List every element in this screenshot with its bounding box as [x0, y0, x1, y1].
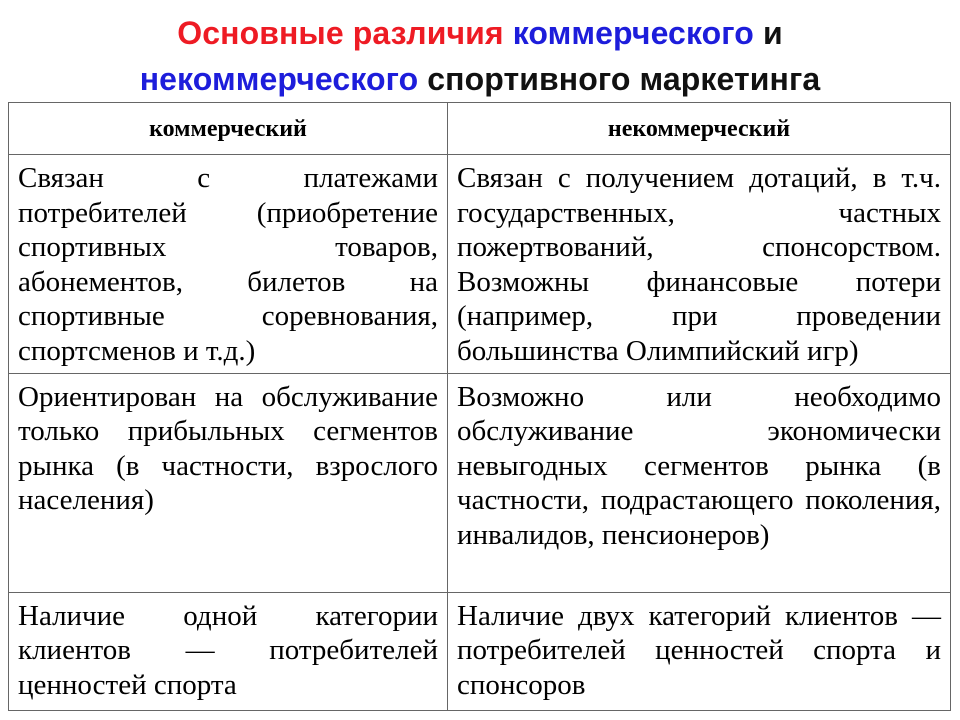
comparison-table	[8, 102, 951, 711]
title-line-1-red: Основные различия	[177, 15, 513, 51]
page-title	[0, 10, 960, 102]
commercial-cell-text: Связан с платежами потребителей (приобретение спортивных товаров, абонементов, билетов на спортивные соревнования, спортсменов и т.д.)	[18, 162, 438, 367]
noncommercial-cell-text: Возможно или необходимо обслуживание экономически невыгодных сегментов рынка (в частности, подрастающего поколения, инвалидов, пенсионеров)	[457, 380, 941, 551]
noncommercial-cell	[448, 373, 951, 592]
title-line-1-black: и	[753, 15, 783, 51]
table-row	[9, 155, 951, 374]
noncommercial-cell-text: Наличие двух категорий клиентов — потребителей ценностей спорта и спонсоров	[457, 599, 941, 701]
title-line-1-blue: коммерческого	[512, 15, 754, 51]
table-row	[9, 592, 951, 710]
title-line-2-blue: некоммерческого	[139, 61, 419, 97]
noncommercial-cell-text: Связан с получением дотаций, в т.ч. государственных, частных пожертвований, спонсорством. Возможны финансовые потери (например, при проведении большинства Олимпийский игр)	[457, 162, 941, 367]
noncommercial-cell	[448, 592, 951, 710]
noncommercial-header: некоммерческий	[448, 103, 951, 155]
table-row	[9, 373, 951, 592]
commercial-cell	[9, 155, 448, 374]
title-line-2	[0, 56, 960, 102]
commercial-header: коммерческий	[9, 103, 448, 155]
commercial-cell	[9, 592, 448, 710]
commercial-cell-text: Ориентирован на обслуживание только прибыльных сегментов рынка (в частности, взрослого населения)	[18, 380, 438, 517]
commercial-cell-text: Наличие одной категории клиентов — потребителей ценностей спорта	[18, 599, 438, 701]
table-header-row	[9, 103, 951, 155]
title-line-2-black: спортивного маркетинга	[418, 61, 821, 97]
title-line-1	[0, 10, 960, 56]
noncommercial-cell	[448, 155, 951, 374]
commercial-cell	[9, 373, 448, 592]
